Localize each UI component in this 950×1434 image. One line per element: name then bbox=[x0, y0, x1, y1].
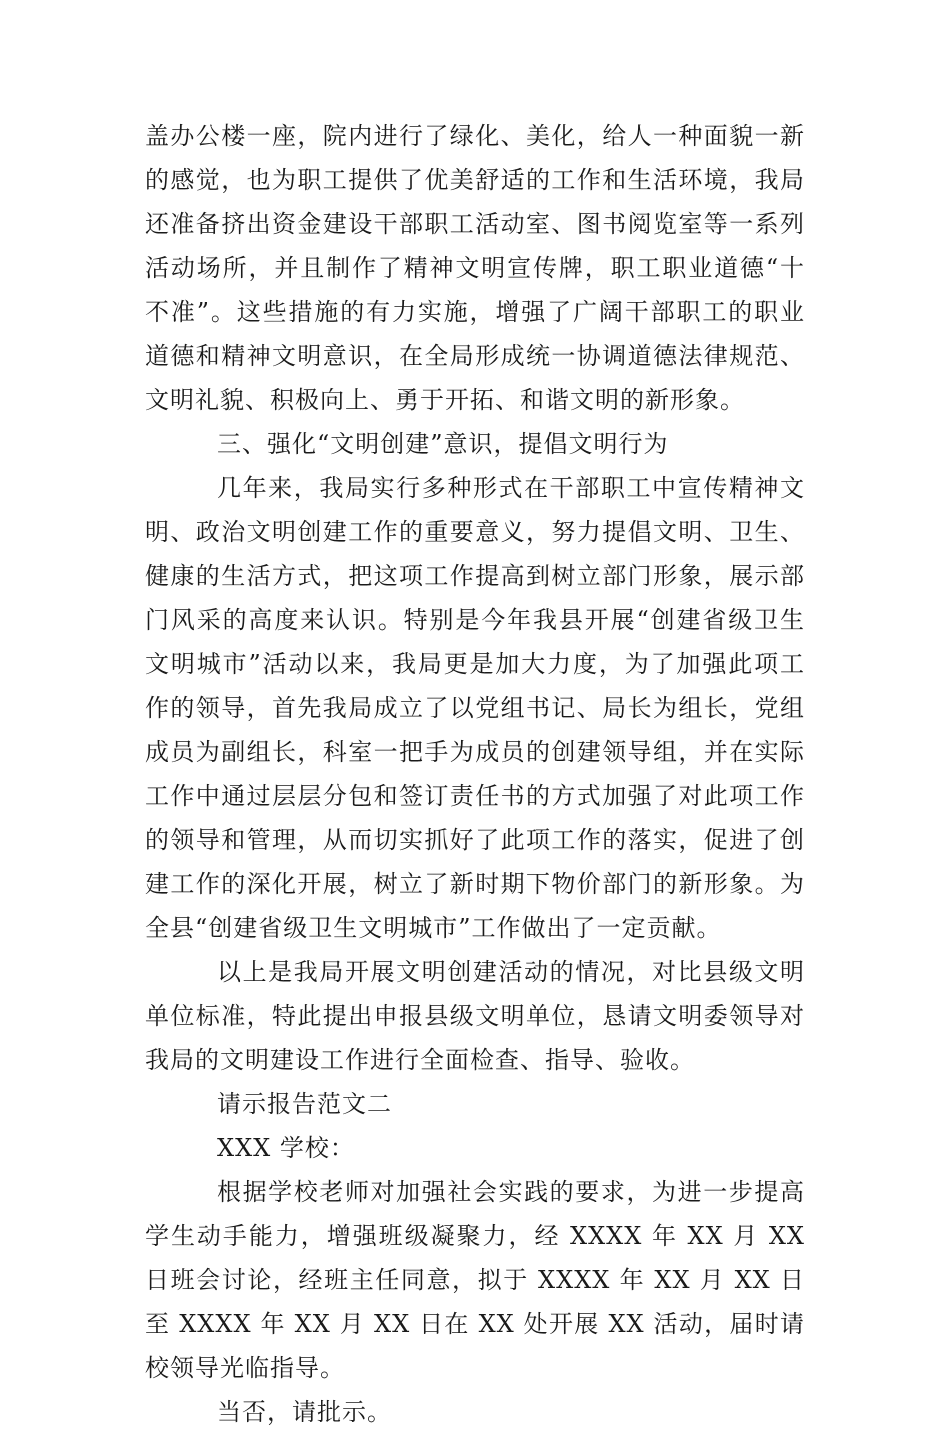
document-body bbox=[145, 114, 805, 1434]
closing-line: 当否，请批示。 bbox=[217, 1398, 392, 1426]
paragraph-civilization-campaign: 几年来，我局实行多种形式在干部职工中宣传精神文明、政治文明创建工作的重要意义，努力提倡文明、卫生、健康的生活方式，把这项工作提高到树立部门形象，展示部门风采的高度来认识。特别是今年我县开展“创建省级卫生文明城市”活动以来，我局更是加大力度，为了加强此项工作的领导，首先我局成立了以党组书记、局长为组长，党组成员为副组长，科室一把手为成员的创建领导组，并在实际工作中通过层层分包和签订责任书的方式加强了对此项工作的领导和管理，从而切实抓好了此项工作的落实，促进了创建工作的深化开展，树立了新时期下物价部门的新形象。为全县“创建省级卫生文明城市”工作做出了一定贡献。 bbox=[145, 474, 805, 942]
paragraph-request: 根据学校老师对加强社会实践的要求，为进一步提高学生动手能力，增强班级凝聚力，经 XXXX 年 XX 月 XX 日班会讨论，经班主任同意，拟于 XXXX 年 XX 月 XX 日至 XXXX 年 XX 月 XX 日在 XX 处开展 XX 活动，届时请校领导光临指导。 bbox=[145, 1178, 805, 1382]
section-heading-3: 三、强化“文明创建”意识，提倡文明行为 bbox=[217, 430, 669, 458]
paragraph-application: 以上是我局开展文明创建活动的情况，对比县级文明单位标准，特此提出申报县级文明单位，恳请文明委领导对我局的文明建设工作进行全面检查、指导、验收。 bbox=[145, 958, 805, 1074]
example-title-2: 请示报告范文二 bbox=[217, 1090, 392, 1118]
paragraph-facilities: 盖办公楼一座，院内进行了绿化、美化，给人一种面貌一新的感觉，也为职工提供了优美舒适的工作和生活环境，我局还准备挤出资金建设干部职工活动室、图书阅览室等一系列活动场所，并且制作了精神文明宣传牌，职工职业道德“十不准”。这些措施的有力实施，增强了广阔干部职工的职业道德和精神文明意识，在全局形成统一协调道德法律规范、文明礼貌、积极向上、勇于开拓、和谐文明的新形象。 bbox=[145, 122, 805, 414]
salutation: XXX 学校： bbox=[217, 1134, 355, 1162]
